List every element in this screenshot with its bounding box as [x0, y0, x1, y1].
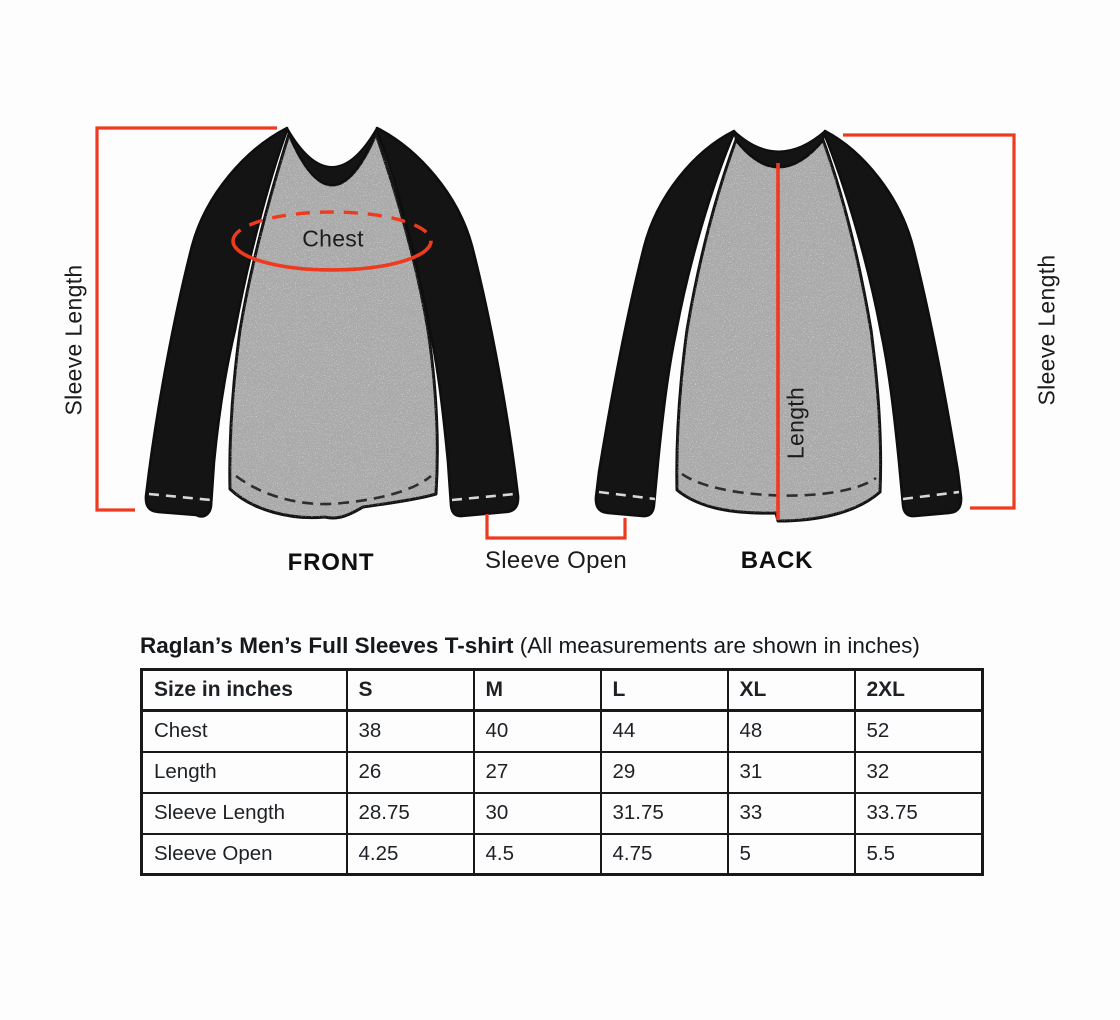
table-cell: 28.75 [347, 793, 474, 834]
front-shirt-illustration [146, 128, 518, 518]
table-cell: 33.75 [855, 793, 983, 834]
size-chart-title [140, 633, 920, 659]
sleeve-open-label: Sleeve Open [484, 547, 628, 574]
table-cell: 30 [474, 793, 601, 834]
table-cell: 33 [728, 793, 855, 834]
size-chart-table [140, 668, 984, 876]
header-cell-l: L [601, 670, 728, 711]
row-label: Sleeve Open [142, 834, 347, 875]
table-cell: 5.5 [855, 834, 983, 875]
row-label: Sleeve Length [142, 793, 347, 834]
table-cell: 26 [347, 752, 474, 793]
table-cell: 29 [601, 752, 728, 793]
table-cell: 48 [728, 711, 855, 752]
header-cell-2xl: 2XL [855, 670, 983, 711]
row-label: Chest [142, 711, 347, 752]
table-cell: 4.25 [347, 834, 474, 875]
table-cell: 31.75 [601, 793, 728, 834]
table-cell: 27 [474, 752, 601, 793]
header-cell-m: M [474, 670, 601, 711]
table-cell: 4.75 [601, 834, 728, 875]
header-cell-xl: XL [728, 670, 855, 711]
table-cell: 38 [347, 711, 474, 752]
table-cell: 31 [728, 752, 855, 793]
table-row-sleeve-length [142, 793, 983, 834]
table-cell: 44 [601, 711, 728, 752]
header-cell-size-in-inches: Size in inches [142, 670, 347, 711]
table-row-length [142, 752, 983, 793]
size-chart-title-main: Raglan’s Men’s Full Sleeves T-shirt [140, 633, 514, 658]
row-label: Length [142, 752, 347, 793]
sleeve-open-bracket [487, 514, 625, 538]
table-cell: 32 [855, 752, 983, 793]
length-label: Length [782, 386, 809, 460]
table-row-chest [142, 711, 983, 752]
table-row-sleeve-open [142, 834, 983, 875]
back-sleeve-length-label: Sleeve Length [1033, 254, 1060, 406]
size-chart-title-note: (All measurements are shown in inches) [519, 633, 920, 658]
size-chart-header-row [142, 670, 983, 711]
front-view-label: FRONT [287, 549, 375, 576]
front-sleeve-length-label: Sleeve Length [60, 264, 87, 416]
table-cell: 4.5 [474, 834, 601, 875]
chest-label: Chest [302, 225, 364, 252]
back-view-label: BACK [740, 547, 814, 574]
table-cell: 40 [474, 711, 601, 752]
table-cell: 5 [728, 834, 855, 875]
table-cell: 52 [855, 711, 983, 752]
header-cell-s: S [347, 670, 474, 711]
